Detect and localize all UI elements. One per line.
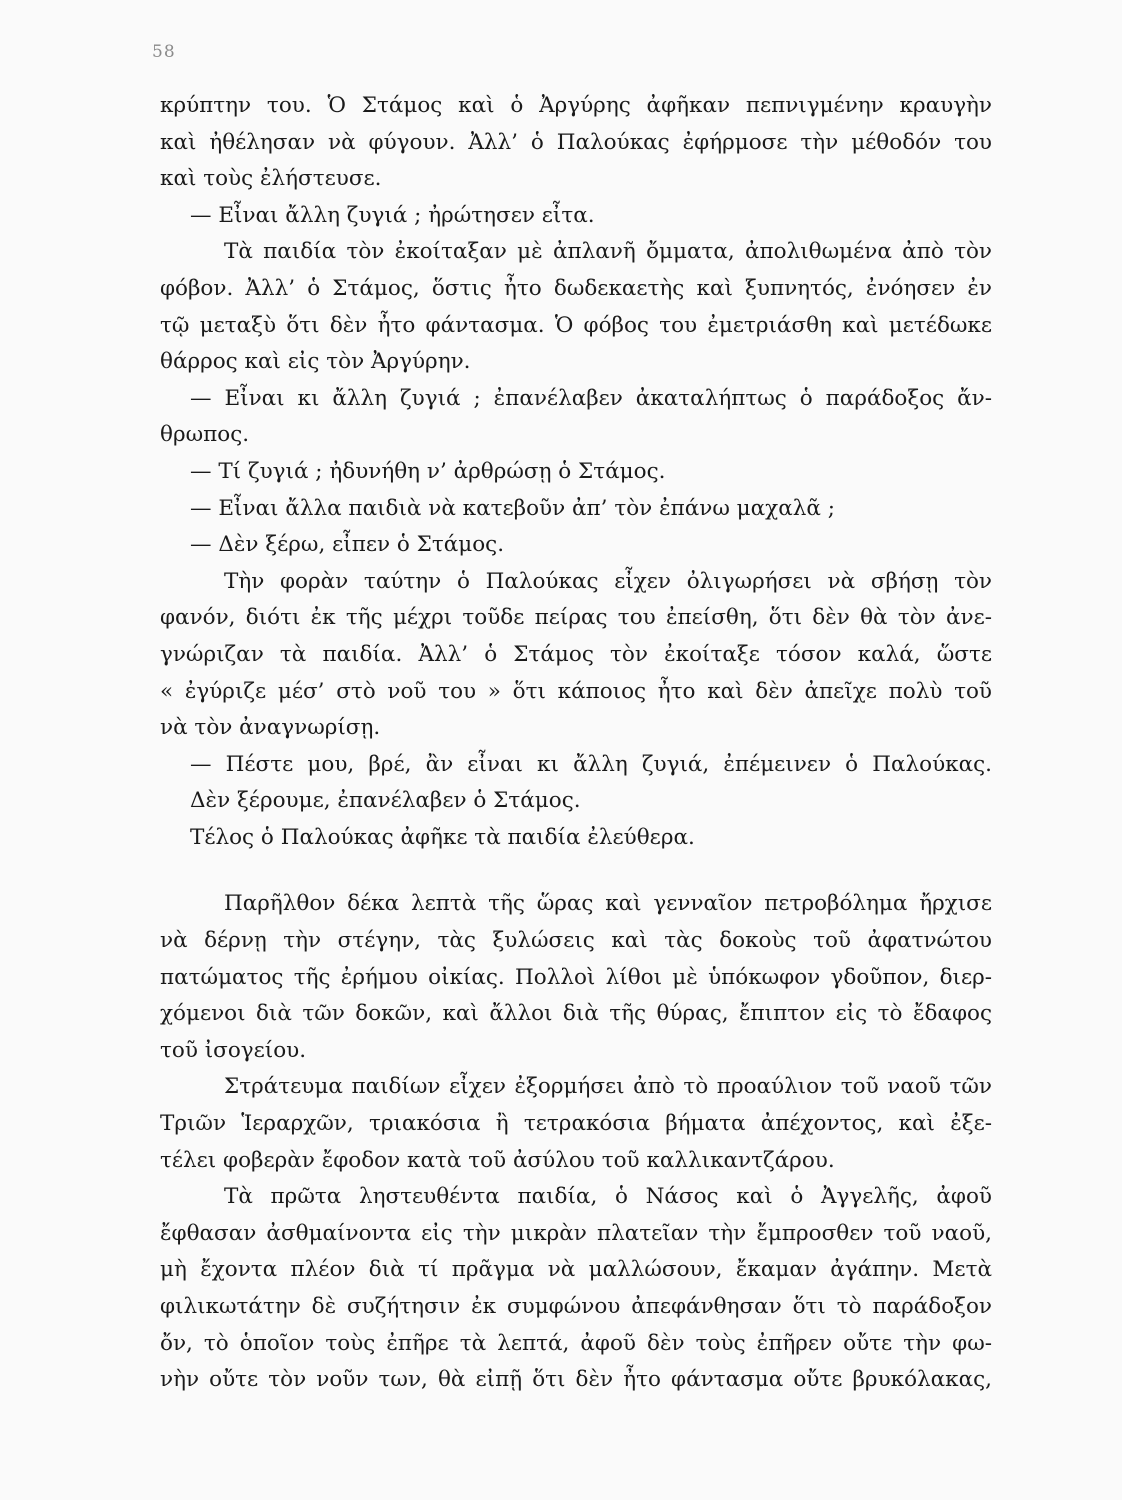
- text-line: Παρῆλθον δέκα λεπτὰ τῆς ὥρας καὶ γενναῖον πετροβόλημα ἤρχισε: [224, 891, 992, 917]
- text-line: κρύπτην του. Ὁ Στάμος καὶ ὁ Ἀργύρης ἀφῆκαν πεπνιγμένην κραυγὴν: [160, 93, 992, 118]
- text-line: — Εἶναι κι ἄλλη ζυγιά ; ἐπανέλαβεν ἀκαταλήπτως ὁ παράδοξος ἄν-: [190, 385, 992, 411]
- text-line: φόβον. Ἀλλ’ ὁ Στάμος, ὅστις ἦτο δωδεκαετὴς καὶ ξυπνητός, ἐνόησεν ἐν: [160, 275, 992, 301]
- text-line: πατώματος τῆς ἐρήμου οἰκίας. Πολλοὶ λίθοι μὲ ὑπόκωφον γδοῦπον, διερ-: [160, 964, 992, 990]
- text-line: γνώριζαν τὰ παιδία. Ἀλλ’ ὁ Στάμος τὸν ἐκοίταξε τόσον καλά, ὥστε: [160, 641, 992, 667]
- text-line: « ἐγύριζε μέσ’ στὸ νοῦ του » ὅτι κάποιος ἦτο καὶ δὲν ἀπεῖχε πολὺ τοῦ: [160, 678, 992, 704]
- text-line: — Πέστε μου, βρέ, ἂν εἶναι κι ἄλλη ζυγιά, ἐπέμεινεν ὁ Παλούκας.: [190, 751, 992, 777]
- text-section-dialogue: [160, 88, 992, 856]
- text-line: Τὰ παιδία τὸν ἐκοίταξαν μὲ ἀπλανῆ ὄμματα, ἀπολιθωμένα ἀπὸ τὸν: [224, 239, 992, 265]
- text-line: νὴν οὔτε τὸν νοῦν των, θὰ εἰπῇ ὅτι δὲν ἦτο φάντασμα οὔτε βρυκόλακας,: [160, 1367, 992, 1393]
- text-line: θάρρος καὶ εἰς τὸν Ἀργύρην.: [160, 349, 471, 375]
- text-line: τέλει φοβερὰν ἔφοδον κατὰ τοῦ ἀσύλου τοῦ καλλικαντζάρου.: [160, 1147, 835, 1173]
- text-line: Δὲν ξέρουμε, ἐπανέλαβεν ὁ Στάμος.: [190, 788, 581, 814]
- text-line: Στράτευμα παιδίων εἶχεν ἐξορμήσει ἀπὸ τὸ προαύλιον τοῦ ναοῦ τῶν: [224, 1074, 992, 1100]
- text-line: καὶ τοὺς ἐλήστευσε.: [160, 166, 382, 192]
- text-line: τοῦ ἰσογείου.: [160, 1037, 307, 1063]
- text-line: — Εἶναι ἄλλα παιδιὰ νὰ κατεβοῦν ἀπ’ τὸν ἐπάνω μαχαλᾶ ;: [190, 495, 835, 521]
- text-line: θρωπος.: [160, 422, 250, 448]
- text-line: χόμενοι διὰ τῶν δοκῶν, καὶ ἄλλοι διὰ τῆς θύρας, ἔπιπτον εἰς τὸ ἔδαφος: [160, 1001, 992, 1027]
- page-body: [160, 88, 992, 1399]
- text-section-narrative: [160, 886, 992, 1398]
- text-line: τῷ μεταξὺ ὅτι δὲν ἦτο φάντασμα. Ὁ φόβος του ἐμετριάσθη καὶ μετέδωκε: [160, 312, 992, 338]
- text-line: μὴ ἔχοντα πλέον διὰ τί πρᾶγμα νὰ μαλλώσουν, ἔκαμαν ἀγάπην. Μετὰ: [160, 1257, 992, 1283]
- section-break: [160, 856, 992, 886]
- text-line: νὰ τὸν ἀναγνωρίσῃ.: [160, 715, 381, 741]
- text-line: καὶ ἠθέλησαν νὰ φύγουν. Ἀλλ’ ὁ Παλούκας ἐφήρμοσε τὴν μέθοδόν του: [160, 129, 992, 155]
- text-line: — Δὲν ξέρω, εἶπεν ὁ Στάμος.: [190, 532, 505, 558]
- text-line: — Εἶναι ἄλλη ζυγιά ; ἠρώτησεν εἶτα.: [190, 202, 595, 228]
- text-line: Τέλος ὁ Παλούκας ἀφῆκε τὰ παιδία ἐλεύθερα.: [190, 824, 695, 850]
- text-line: Τριῶν Ἱεραρχῶν, τριακόσια ἢ τετρακόσια βήματα ἀπέχοντος, καὶ ἐξε-: [160, 1111, 992, 1137]
- text-line: — Τί ζυγιά ; ἠδυνήθη ν’ ἀρθρώσῃ ὁ Στάμος.: [190, 458, 666, 484]
- text-line: φανόν, διότι ἐκ τῆς μέχρι τοῦδε πείρας του ἐπείσθη, ὅτι δὲν θὰ τὸν ἀνε-: [160, 605, 992, 631]
- page-number: 58: [152, 42, 176, 62]
- text-line: ἔφθασαν ἀσθμαίνοντα εἰς τὴν μικρὰν πλατεῖαν τὴν ἔμπροσθεν τοῦ ναοῦ,: [160, 1220, 992, 1246]
- text-line: ὄν, τὸ ὁποῖον τοὺς ἐπῆρε τὰ λεπτά, ἀφοῦ δὲν τοὺς ἐπῆρεν οὔτε τὴν φω-: [160, 1330, 992, 1356]
- text-line: Τὰ πρῶτα ληστευθέντα παιδία, ὁ Νάσος καὶ ὁ Ἀγγελῆς, ἀφοῦ: [224, 1184, 992, 1210]
- text-line: νὰ δέρνῃ τὴν στέγην, τὰς ξυλώσεις καὶ τὰς δοκοὺς τοῦ ἀφατνώτου: [160, 928, 992, 954]
- text-line: Τὴν φορὰν ταύτην ὁ Παλούκας εἶχεν ὀλιγωρήσει νὰ σβήσῃ τὸν: [224, 568, 992, 594]
- text-line: φιλικωτάτην δὲ συζήτησιν ἐκ συμφώνου ἀπεφάνθησαν ὅτι τὸ παράδοξον: [160, 1294, 992, 1319]
